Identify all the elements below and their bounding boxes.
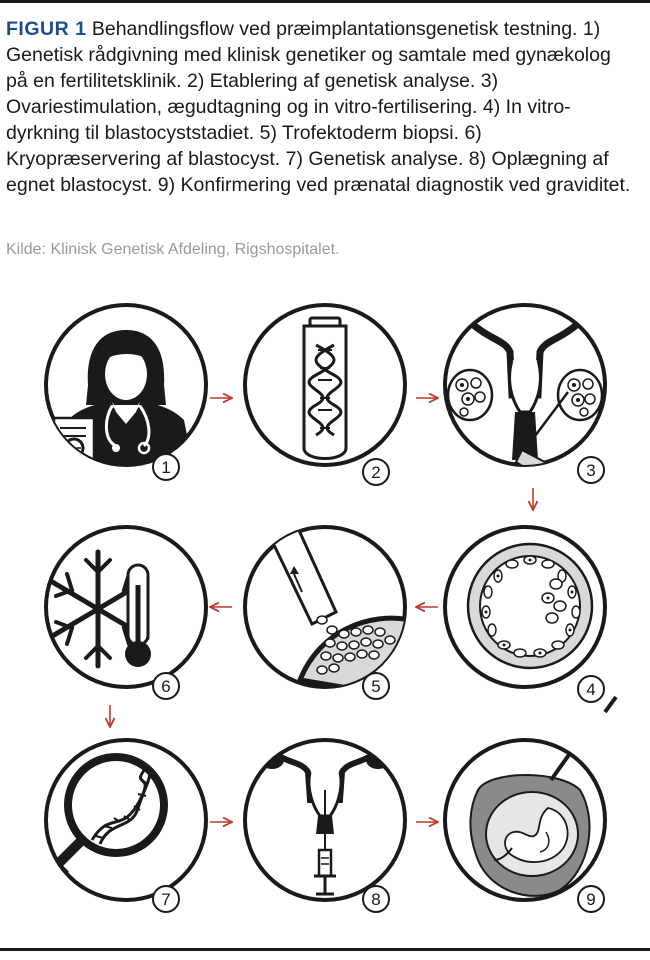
step-4-number: 4 <box>586 680 596 699</box>
step-6-circle <box>46 527 206 687</box>
step-6 <box>46 527 206 699</box>
figure-caption <box>6 16 636 198</box>
dna-test-tube-icon <box>304 318 346 459</box>
step-5-number: 5 <box>371 677 381 696</box>
blastocyst-icon <box>468 544 592 668</box>
step-3-number: 3 <box>586 461 596 480</box>
step-6-number: 6 <box>161 677 171 696</box>
treatment-flow-diagram <box>0 300 650 948</box>
step-9 <box>445 697 616 912</box>
step-3 <box>440 305 610 484</box>
needle-extension <box>605 697 616 712</box>
step-5 <box>245 494 420 700</box>
step-7-number: 7 <box>161 890 171 909</box>
step-7 <box>25 740 206 912</box>
step-9-number: 9 <box>586 890 596 909</box>
step-1 <box>46 305 206 480</box>
caption-text: Behandlingsflow ved præimplantationsgenetisk testning. 1) Genetisk rådgivning med klinisk genetiker og samtale med gynækolog på en fertilitetsklinik. 2) Etablering af genetisk analyse. 3) Ovariestimulation, ægudtagning og in vitro-fertilisering. 4) In vitro-dyrkning til blastocyststadiet. 5) Trofektoderm biopsi. 6) Kryopræservering af blastocyst. 7) Genetisk analyse. 8) Oplægning af egnet blastocyst. 9) Konfirmering ved prænatal diagnostik ved graviditet. <box>6 18 631 196</box>
step-8-number: 8 <box>371 890 381 909</box>
bottom-rule <box>0 948 650 951</box>
figure-label: FIGUR 1 <box>6 18 87 40</box>
figure-source: Kilde: Klinisk Genetisk Afdeling, Rigshospitalet. <box>6 241 340 258</box>
step-1-number: 1 <box>161 458 171 477</box>
top-rule <box>0 0 650 3</box>
step-2 <box>245 305 405 485</box>
step-4 <box>445 527 605 702</box>
step-2-number: 2 <box>371 463 381 482</box>
step-8 <box>245 740 405 912</box>
